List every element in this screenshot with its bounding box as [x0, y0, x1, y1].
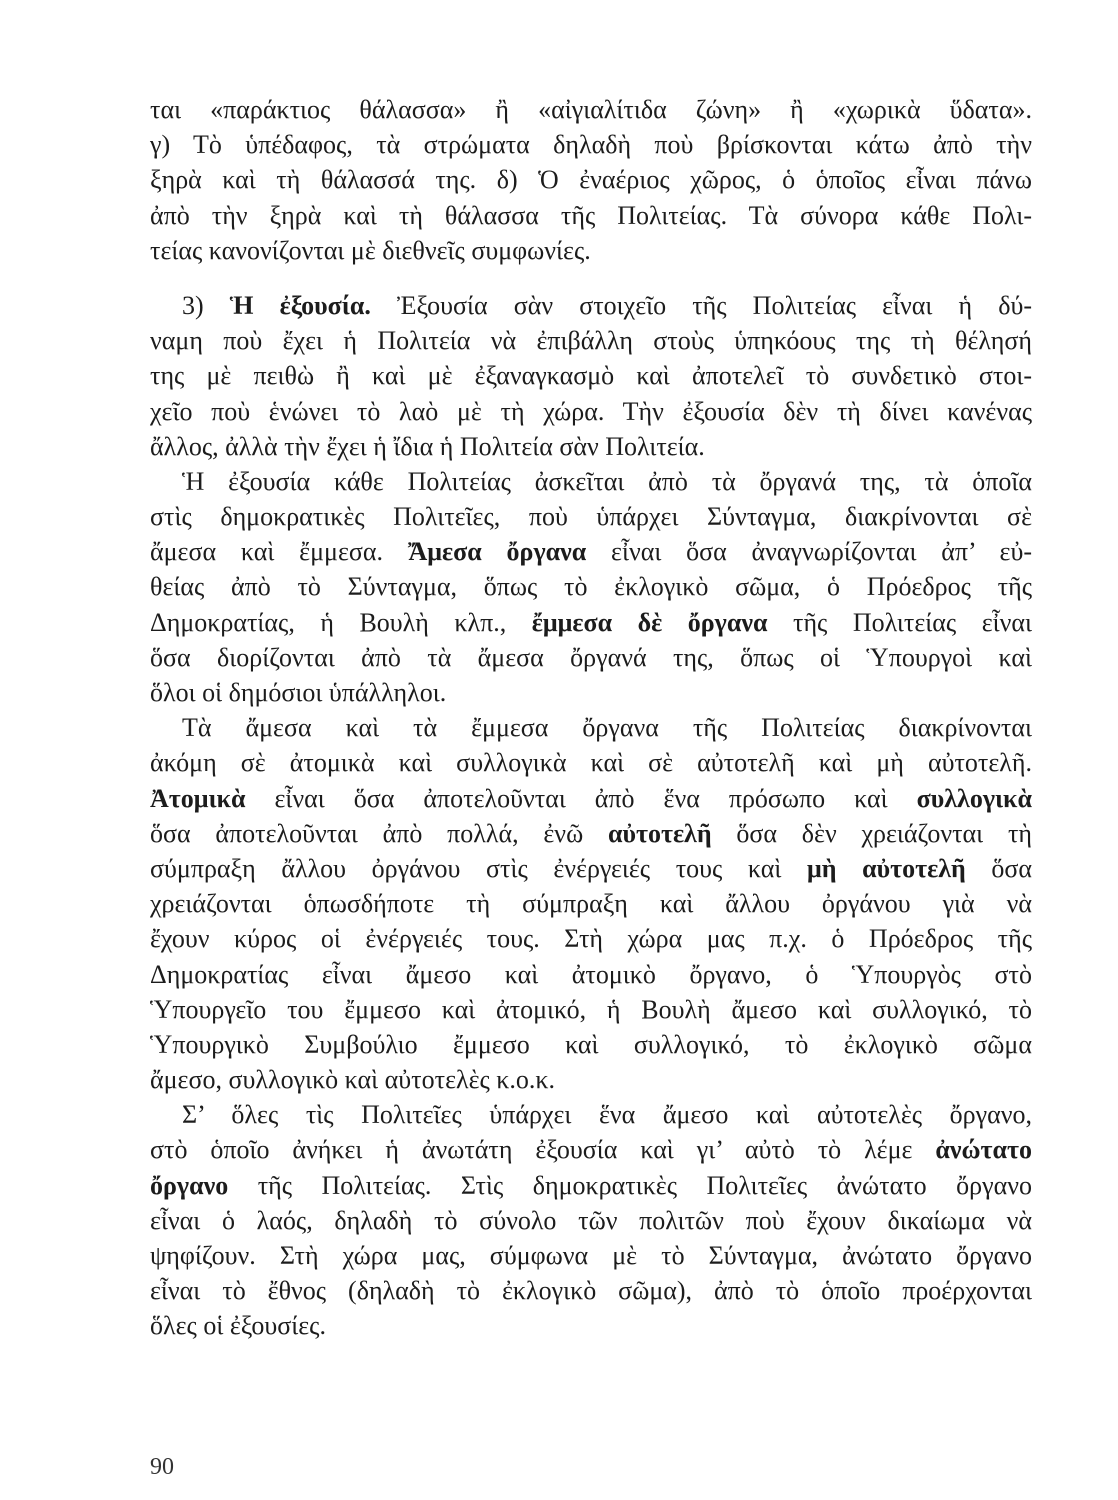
text-run: ὅσα δὲν χρειάζονται τὴ: [711, 818, 1032, 848]
text-run: Ὑπουργικὸ Συμβούλιο ἔμμεσο καὶ συλλογικό, τὸ ἐκλογικὸ σῶμα: [150, 1029, 1032, 1059]
text-run: στὸ ὁποῖο ἀνήκει ἡ ἀνωτάτη ἐξουσία καὶ γι’ αὐτὸ τὸ λέμε: [150, 1135, 936, 1165]
text-line: [150, 781, 1032, 816]
text-run: Τὰ ἄμεσα καὶ τὰ ἔμμεσα ὄργανα τῆς Πολιτείας διακρίνονται: [182, 713, 1032, 743]
text-run: ἀπὸ τὴν ξηρὰ καὶ τὴ θάλασσα τῆς Πολιτείας. Τὰ σύνορα κάθε Πολι-: [150, 200, 1032, 230]
text-run: Σ’ ὅλες τὶς Πολιτεῖες ὑπάρχει ἕνα ἄμεσο καὶ αὐτοτελὲς ὄργανο,: [182, 1100, 1032, 1130]
text-run: ψηφίζουν. Στὴ χώρα μας, σύμφωνα μὲ τὸ Σύνταγμα, ἀνώτατο ὄργανο: [150, 1241, 1032, 1270]
text-line: [150, 1308, 1032, 1343]
bold-term: Ἀτομικὰ: [150, 783, 246, 813]
text-run: στὶς δημοκρατικὲς Πολιτεῖες, ποὺ ὑπάρχει Σύνταγμα, διακρίνονται σὲ: [150, 502, 1032, 532]
text-line: [150, 92, 1032, 127]
bold-term: ἀνώτατο: [935, 1135, 1032, 1165]
paragraph: [150, 288, 1032, 464]
text-run: εἶναι ὅσα ἀποτελοῦνται ἀπὸ ἕνα πρόσωπο καὶ: [245, 783, 917, 813]
text-line: [150, 233, 1032, 268]
bold-term: μὴ αὐτοτελῆ: [807, 853, 966, 883]
text-line: [150, 745, 1032, 780]
bold-term: ὄργανο: [150, 1170, 229, 1200]
text-line: [150, 992, 1032, 1027]
text-run: σύμπραξη ἄλλου ὀργάνου στὶς ἐνέργειές τους καὶ: [150, 853, 808, 883]
text-line: [150, 886, 1032, 921]
text-run: χρειάζονται ὁπωσδήποτε τὴ σύμπραξη καὶ ἄλλου ὀργάνου γιὰ νὰ: [150, 889, 1032, 919]
text-line: [150, 1168, 1032, 1203]
page-body-text: [150, 92, 1032, 1344]
text-run: εἶναι ὁ λαός, δηλαδὴ τὸ σύνολο τῶν πολιτῶν ποὺ ἔχουν δικαίωμα νὰ: [150, 1205, 1032, 1235]
page-number: 90: [150, 1454, 174, 1480]
text-line: [150, 1097, 1032, 1132]
text-line: [150, 464, 1032, 499]
text-line: [150, 710, 1032, 745]
text-line: [150, 394, 1032, 429]
text-line: [150, 1132, 1032, 1167]
bold-term: Ἄμεσα ὄργανα: [407, 537, 587, 567]
text-run: εἶναι τὸ ἔθνος (δηλαδὴ τὸ ἐκλογικὸ σῶμα), ἀπὸ τὸ ὁποῖο προέρχονται: [150, 1276, 1032, 1306]
text-run: ἀκόμη σὲ ἀτομικὰ καὶ συλλογικὰ καὶ σὲ αὐτοτελῆ καὶ μὴ αὐτοτελῆ.: [150, 748, 1032, 778]
text-line: [150, 957, 1032, 992]
text-run: ἄμεσο, συλλογικὸ καὶ αὐτοτελὲς κ.ο.κ.: [150, 1065, 556, 1095]
text-line: [150, 921, 1032, 956]
text-run: Δημοκρατίας εἶναι ἄμεσο καὶ ἀτομικὸ ὄργανο, ὁ Ὑπουργὸς στὸ: [150, 959, 1032, 989]
text-line: [150, 499, 1032, 534]
text-run: τῆς Πολιτείας εἶναι: [767, 607, 1032, 637]
text-run: Ἐξουσία σὰν στοιχεῖο τῆς Πολιτείας εἶναι ἡ δύ-: [370, 290, 1033, 320]
text-line: [150, 1238, 1032, 1273]
text-run: της μὲ πειθὼ ἢ καὶ μὲ ἐξαναγκασμὸ καὶ ἀποτελεῖ τὸ συνδετικὸ στοι-: [150, 361, 1032, 391]
text-run: ξηρὰ καὶ τὴ θάλασσά της. δ) Ὁ ἐναέριος χῶρος, ὁ ὁποῖος εἶναι πάνω: [150, 165, 1032, 195]
text-run: ὅλοι οἱ δημόσιοι ὑπάλληλοι.: [150, 678, 447, 707]
text-line: [150, 605, 1032, 640]
text-run: ἄμεσα καὶ ἔμμεσα.: [150, 537, 408, 567]
text-run: τῆς Πολιτείας. Στὶς δημοκρατικὲς Πολιτεῖες ἀνώτατο ὄργανο: [228, 1170, 1032, 1200]
text-run: θείας ἀπὸ τὸ Σύνταγμα, ὅπως τὸ ἐκλογικὸ σῶμα, ὁ Πρόεδρος τῆς: [150, 572, 1032, 602]
text-line: [150, 323, 1032, 358]
text-line: [150, 851, 1032, 886]
text-run: ἄλλος, ἀλλὰ τὴν ἔχει ἡ ἴδια ἡ Πολιτεία σὰν Πολιτεία.: [150, 431, 705, 461]
text-run: 3): [182, 290, 230, 320]
text-run: ὅλες οἱ ἐξουσίες.: [150, 1311, 326, 1341]
paragraph: [150, 92, 1032, 268]
text-line: [150, 816, 1032, 851]
bold-term: Ἡ ἐξουσία.: [229, 290, 371, 320]
text-run: ναμη ποὺ ἔχει ἡ Πολιτεία νὰ ἐπιβάλλη στοὺς ὑπηκόους της τὴ θέλησή: [150, 326, 1032, 356]
text-line: [150, 675, 1032, 710]
text-run: τείας κανονίζονται μὲ διεθνεῖς συμφωνίες.: [150, 235, 591, 265]
text-line: [150, 429, 1032, 464]
text-run: χεῖο ποὺ ἑνώνει τὸ λαὸ μὲ τὴ χώρα. Τὴν ἐξουσία δὲν τὴ δίνει κανένας: [150, 396, 1032, 426]
text-line: [150, 534, 1032, 569]
text-line: [150, 569, 1032, 604]
bold-term: συλλογικὰ: [916, 783, 1032, 813]
bold-term: αὐτοτελῆ: [607, 818, 712, 848]
text-run: ται «παράκτιος θάλασσα» ἢ «αἰγιαλίτιδα ζώνη» ἢ «χωρικὰ ὕδατα».: [150, 95, 1032, 124]
text-run: Ὑπουργεῖο του ἔμμεσο καὶ ἀτομικό, ἡ Βουλὴ ἄμεσο καὶ συλλογικό, τὸ: [150, 994, 1032, 1024]
text-line: [150, 1203, 1032, 1238]
paragraph: [150, 1097, 1032, 1343]
text-line: [150, 127, 1032, 162]
text-line: [150, 288, 1032, 323]
text-line: [150, 1027, 1032, 1062]
text-run: ὅσα ἀποτελοῦνται ἀπὸ πολλά, ἐνῶ: [150, 818, 608, 848]
text-line: [150, 1062, 1032, 1097]
text-line: [150, 198, 1032, 233]
text-line: [150, 1273, 1032, 1308]
text-run: Ἡ ἐξουσία κάθε Πολιτείας ἀσκεῖται ἀπὸ τὰ ὄργανά της, τὰ ὁποῖα: [182, 466, 1032, 496]
text-run: γ) Τὸ ὑπέδαφος, τὰ στρώματα δηλαδὴ ποὺ βρίσκονται κάτω ἀπὸ τὴν: [150, 130, 1032, 160]
text-run: εἶναι ὅσα ἀναγνωρίζονται ἀπ’ εὐ-: [586, 537, 1032, 567]
text-line: [150, 640, 1032, 675]
bold-term: ἔμμεσα δὲ ὄργανα: [531, 607, 768, 637]
text-run: Δημοκρατίας, ἡ Βουλὴ κλπ.,: [150, 607, 532, 637]
text-run: ὅσα διορίζονται ἀπὸ τὰ ἄμεσα ὄργανά της, ὅπως οἱ Ὑπουργοὶ καὶ: [150, 642, 1032, 672]
paragraph: [150, 464, 1032, 710]
text-run: ἔχουν κύρος οἱ ἐνέργειές τους. Στὴ χώρα μας π.χ. ὁ Πρόεδρος τῆς: [150, 924, 1032, 954]
paragraph: [150, 710, 1032, 1097]
text-run: ὅσα: [965, 853, 1033, 883]
text-line: [150, 162, 1032, 197]
text-line: [150, 358, 1032, 393]
